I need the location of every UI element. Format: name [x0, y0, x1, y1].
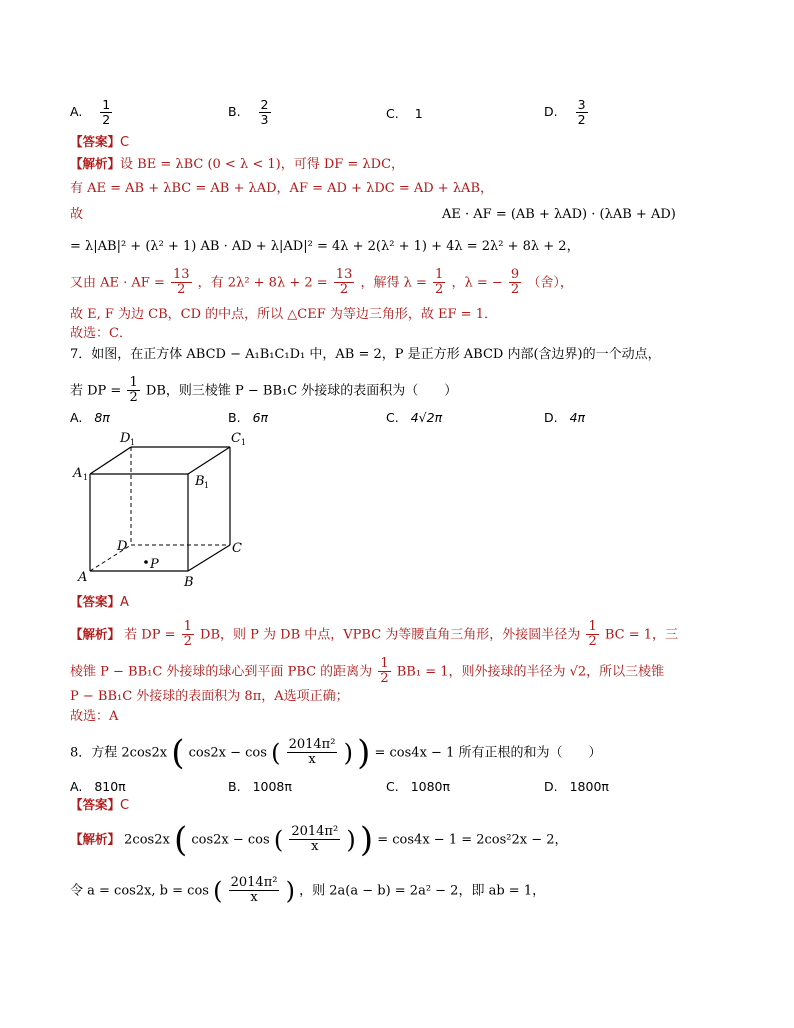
label-C: C	[232, 541, 242, 556]
point-p	[144, 560, 148, 564]
paren-close: )	[357, 732, 371, 773]
q7-analysis-line-2: 棱锥 P − BB₁C 外接球的球心到平面 PBC 的距离为 $\frac{1}{2}$ BB₁ = 1，则外接球的半径为 √2，所以三棱锥	[70, 656, 665, 687]
label-D1: D	[120, 431, 131, 446]
fraction: $\frac{\text{2014π²}}{x}$	[291, 824, 339, 855]
q6-analysis-line-3-prefix: 故	[70, 207, 84, 222]
q6-analysis-line-4: = λ|AB|² + (λ² + 1) AB · AD + λ|AD|² = 4λ + 2(λ² + 1) + 4λ = 2λ² + 8λ + 2，	[70, 239, 580, 254]
paren-close: )	[359, 819, 374, 860]
q6-answer: 【答案】C	[70, 134, 130, 150]
fraction: $\frac{1}{2}$	[129, 375, 138, 406]
q6-analysis-line-7: 故选：C．	[70, 326, 132, 341]
q7-option-d: D. 4π	[544, 410, 586, 425]
edge-A1-D1	[90, 447, 131, 474]
fraction: $\frac{9}{2}$	[510, 267, 520, 298]
q8-stem: 8．方程 2cos2x ( cos2x − cos ( $\frac{\text{2014π²}}{x}$ ) ) = cos4x − 1 所有正根的和为（ ）	[70, 732, 602, 773]
paren-open: (	[273, 825, 284, 854]
option-label: D.	[544, 103, 558, 119]
paren-open: (	[213, 876, 223, 905]
option-label: C.	[386, 106, 399, 121]
q7-stem-line-2: 若 DP = $\frac{1}{2}$ DB，则三棱锥 P − BB₁C 外接球的表面积为（ ）	[70, 375, 458, 406]
label-B: B	[184, 575, 194, 590]
q7-option-a: A. 8π	[70, 410, 110, 425]
paren-open: (	[271, 738, 281, 767]
option-fraction: $\frac{1}{2}$	[102, 97, 111, 127]
label-D: D	[117, 539, 128, 554]
paren-open: (	[171, 732, 185, 773]
edge-B-C	[188, 545, 230, 571]
fraction: $\frac{1}{2}$	[183, 619, 192, 650]
fraction: $\frac{\text{2014π²}}{x}$	[288, 737, 336, 768]
fraction: $\frac{13}{2}$	[335, 267, 353, 298]
label-A: A	[78, 570, 88, 585]
q6-option-a	[70, 98, 114, 127]
q8-answer: 【答案】C	[70, 797, 130, 813]
label-C1: C	[231, 431, 241, 446]
q7-stem-line-1: 7．如图，在正方体 ABCD − A₁B₁C₁D₁ 中，AB = 2，P 是正方形 ABCD 内部(含边界)的一个动点，	[70, 347, 661, 362]
label-D1-sub: 1	[130, 438, 136, 447]
q6-analysis-line-5: 又由 AE · AF = $\frac{13}{2}$ ，有 2λ² + 8λ + 2 = $\frac{13}{2}$ ，解得 λ = $\frac{1}{2}$ ，λ = − $\frac{9}{2}$ （舍），	[70, 267, 573, 298]
cube-figure	[70, 428, 260, 592]
q8-analysis-line-2: 令 a = cos2x, b = cos ( $\frac{\text{2014π²}}{x}$ ) ，则 2a(a − b) = 2a² − 2，即 ab = 1，	[70, 875, 546, 906]
q6-analysis-line-6: 故 E, F 为边 CB，CD 的中点，所以 △CEF 为等边三角形，故 EF = 1．	[70, 307, 497, 322]
option-label: B.	[228, 103, 241, 119]
q8-option-a: A. 810π	[70, 779, 126, 794]
fraction: $\frac{1}{2}$	[380, 656, 389, 687]
label-P: P	[150, 557, 159, 572]
q7-option-c: C. 4√2π	[386, 410, 443, 425]
label-C1-sub: 1	[241, 438, 247, 447]
option-label: A.	[70, 103, 83, 119]
q6-option-d	[544, 98, 590, 127]
label-A1-sub: 1	[83, 473, 89, 482]
option-fraction: $\frac{3}{2}$	[577, 97, 586, 127]
q6-analysis-line-3-right: AE · AF = (AB + λAD) · (λAB + AD)	[442, 207, 676, 222]
label-B1-sub: 1	[204, 481, 210, 490]
q7-analysis-line-4: 故选：A	[70, 709, 119, 724]
q8-option-b: B. 1008π	[228, 779, 292, 794]
label-B1: B	[195, 474, 205, 489]
q8-analysis-line-1: 【解析】 2cos2x ( cos2x − cos ( $\frac{\text{2014π²}}{x}$ ) ) = cos4x − 1 = 2cos²2x − 2，	[70, 819, 568, 860]
q6-option-c	[386, 106, 423, 121]
q7-answer: 【答案】A	[70, 594, 129, 610]
fraction: $\frac{1}{2}$	[435, 267, 444, 298]
q7-option-b: B. 6π	[228, 410, 269, 425]
label-A1: A	[73, 466, 83, 481]
edge-B1-C1	[188, 447, 230, 474]
paren-open: (	[173, 819, 188, 860]
q8-option-d: D. 1800π	[544, 779, 609, 794]
paren-close: )	[285, 876, 295, 905]
q6-option-b	[228, 98, 273, 127]
q6-analysis-line-1: 【解析】设 BE = λBC (0 < λ < 1)，可得 DF = λDC，	[70, 156, 405, 172]
fraction: $\frac{13}{2}$	[172, 267, 190, 298]
q7-analysis-line-3: P − BB₁C 外接球的表面积为 8π，A选项正确；	[70, 689, 349, 704]
q8-option-c: C. 1080π	[386, 779, 451, 794]
option-value: 1	[414, 106, 423, 121]
q7-analysis-line-1: 【解析】 若 DP = $\frac{1}{2}$ DB，则 P 为 DB 中点，VPBC 为等腰直角三角形，外接圆半径为 $\frac{1}{2}$ BC = 1，三	[70, 619, 679, 650]
paren-close: )	[346, 825, 356, 854]
option-fraction: $\frac{2}{3}$	[260, 97, 269, 127]
q6-analysis-line-2: 有 AE = AB + λBC = AB + λAD，AF = AD + λDC = AD + λAB，	[70, 181, 494, 196]
fraction: $\frac{1}{2}$	[588, 619, 597, 650]
fraction: $\frac{\text{2014π²}}{x}$	[230, 875, 278, 906]
paren-close: )	[343, 738, 353, 767]
